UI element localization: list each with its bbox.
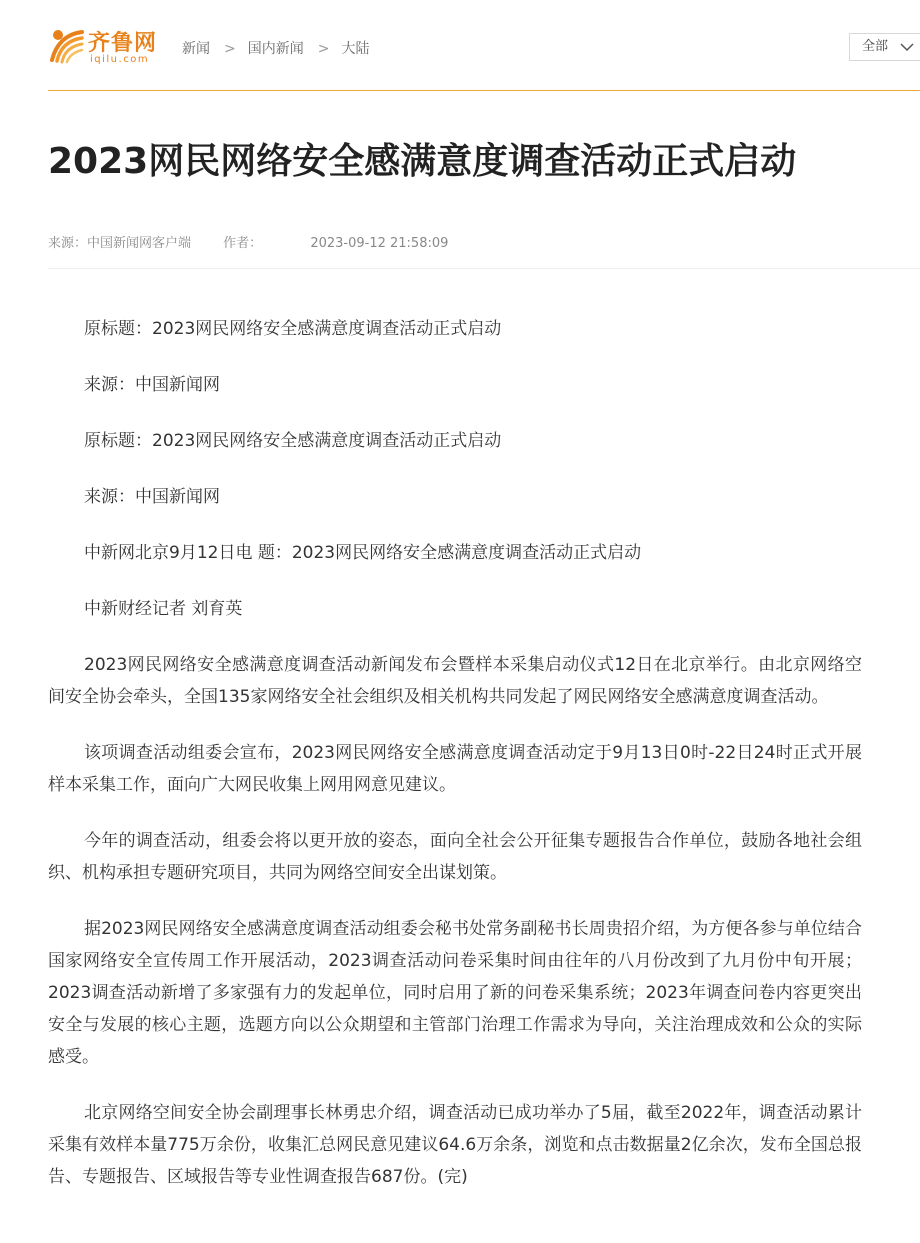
search-scope-select[interactable] bbox=[849, 33, 920, 61]
article-paragraph: 来源：中国新闻网 bbox=[84, 487, 220, 507]
article-paragraph: 北京网络空间安全协会副理事长林勇忠介绍，调查活动已成功举办了5届，截至2022年，调查活动累计采集有效样本量775万余份，收集汇总网民意见建议64.6万余条，浏览和点击数据量2亿余次，发布全国总报告、专题报告、区域报告等专业性调查报告687份。(完) bbox=[48, 1103, 862, 1187]
iqilu-logo-icon bbox=[48, 26, 86, 64]
article-paragraph: 今年的调查活动，组委会将以更开放的姿态，面向全社会公开征集专题报告合作单位，鼓励各地社会组织、机构承担专题研究项目，共同为网络空间安全出谋划策。 bbox=[48, 831, 862, 883]
article-paragraph: 该项调查活动组委会宣布，2023网民网络安全感满意度调查活动定于9月13日0时-22日24时正式开展样本采集工作，面向广大网民收集上网用网意见建议。 bbox=[48, 743, 862, 795]
article-meta bbox=[48, 232, 448, 251]
article-title: 2023网民网络安全感满意度调查活动正式启动 bbox=[48, 141, 797, 182]
article-author: 作者： bbox=[223, 236, 263, 251]
article-source: 来源：中国新闻网客户端 bbox=[48, 236, 192, 251]
site-header bbox=[48, 0, 920, 91]
article-paragraph: 2023网民网络安全感满意度调查活动新闻发布会暨样本采集启动仪式12日在北京举行。由北京网络空间安全协会牵头，全国135家网络安全社会组织及相关机构共同发起了网民网络安全感满意度调查活动。 bbox=[48, 655, 862, 707]
meta-divider bbox=[48, 268, 920, 269]
logo-domain: iqilu.com bbox=[90, 54, 150, 65]
breadcrumb-separator: > bbox=[224, 41, 236, 57]
breadcrumb-separator: > bbox=[317, 41, 330, 57]
breadcrumb bbox=[182, 38, 369, 58]
article-paragraph: 来源：中国新闻网 bbox=[84, 375, 220, 395]
logo-text: 齐鲁网 bbox=[88, 31, 158, 56]
article-paragraph: 原标题：2023网民网络安全感满意度调查活动正式启动 bbox=[84, 319, 502, 339]
article-paragraph: 中新财经记者 刘育英 bbox=[84, 599, 243, 619]
article-paragraph: 据2023网民网络安全感满意度调查活动组委会秘书处常务副秘书长周贵招介绍，为方便各参与单位结合国家网络安全宣传周工作开展活动，2023调查活动问卷采集时间由往年的八月份改到了九月份中旬开展；2023调查活动新增了多家强有力的发起单位，同时启用了新的问卷采集系统；2023年调查问卷内容更突出安全与发展的核心主题，选题方向以公众期望和主管部门治理工作需求为导向，关注治理成效和公众的实际感受。 bbox=[48, 919, 862, 1067]
article-paragraph: 中新网北京9月12日电 题：2023网民网络安全感满意度调查活动正式启动 bbox=[84, 543, 642, 563]
article-paragraph: 原标题：2023网民网络安全感满意度调查活动正式启动 bbox=[84, 431, 502, 451]
search-scope-value: 全部 bbox=[862, 39, 889, 54]
breadcrumb-item-domestic[interactable]: 国内新闻 bbox=[247, 41, 304, 57]
breadcrumb-item-news[interactable]: 新闻 bbox=[182, 41, 210, 57]
chevron-down-icon bbox=[900, 42, 914, 52]
site-logo[interactable] bbox=[48, 24, 166, 70]
article-body bbox=[48, 313, 862, 1217]
article-time: 2023-09-12 21:58:09 bbox=[310, 236, 449, 251]
breadcrumb-item-mainland[interactable]: 大陆 bbox=[341, 41, 370, 57]
